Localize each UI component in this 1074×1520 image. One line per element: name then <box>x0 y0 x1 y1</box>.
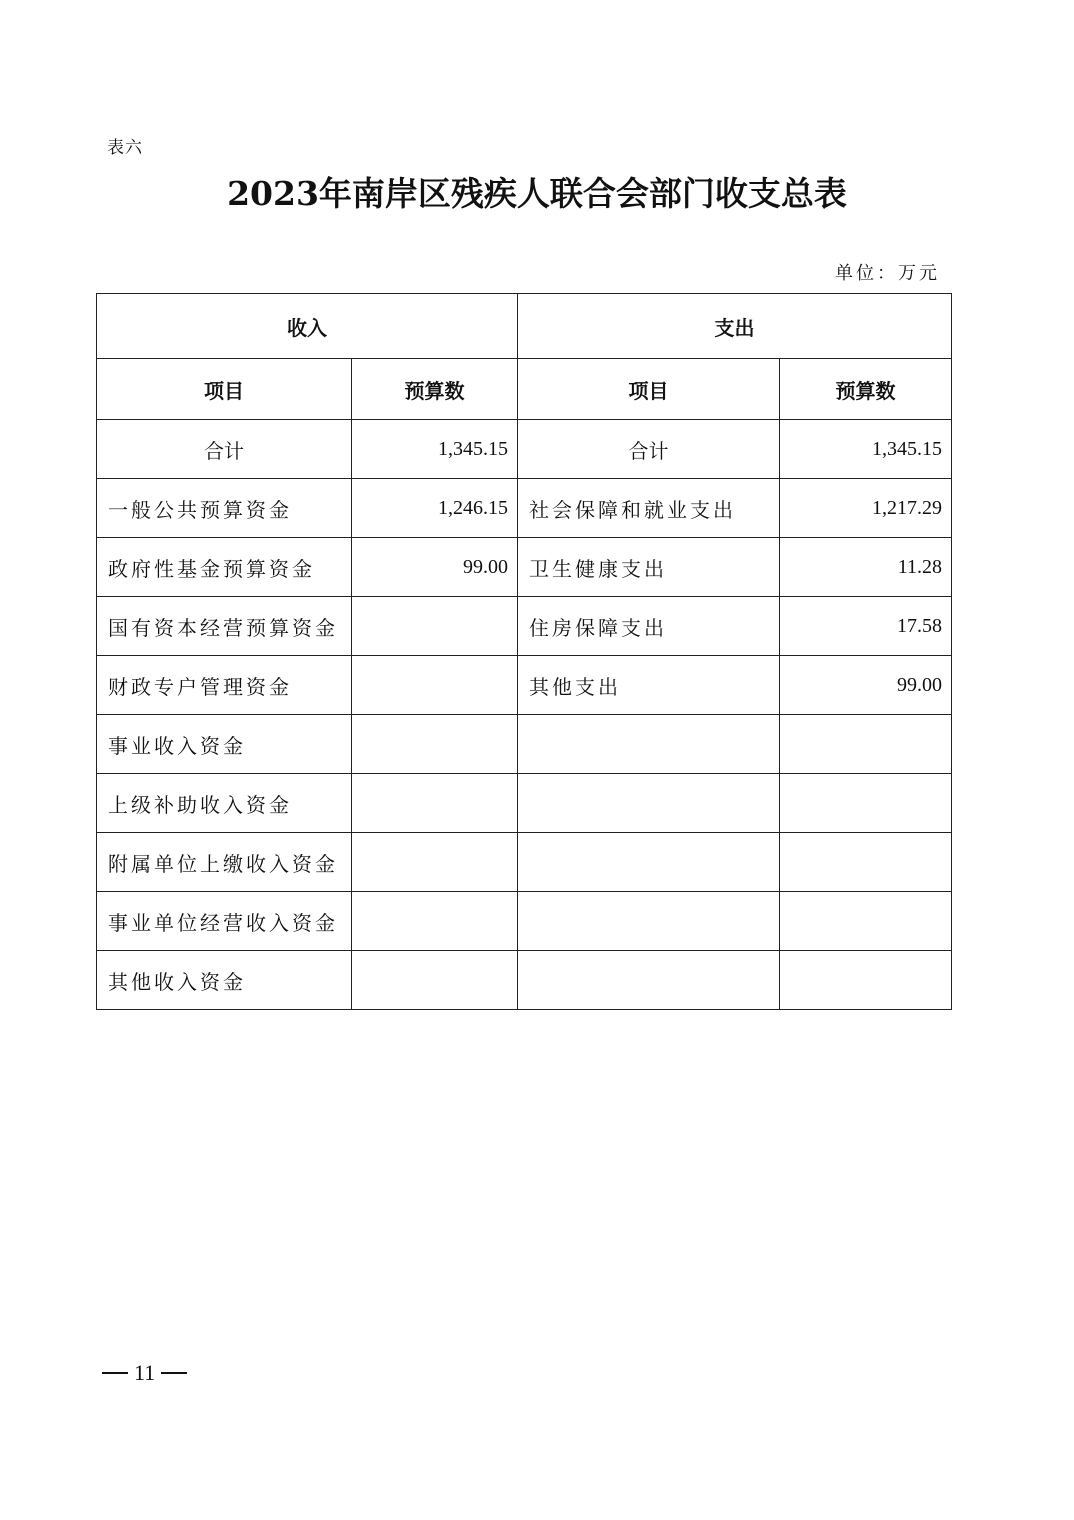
total-row <box>97 420 952 479</box>
table-row <box>97 892 952 951</box>
expense-item: 卫生健康支出 <box>518 538 780 597</box>
income-value <box>352 951 518 1010</box>
expense-budget-header: 预算数 <box>780 359 952 420</box>
page-number <box>96 1360 193 1386</box>
income-value: 99.00 <box>352 538 518 597</box>
expense-item <box>518 833 780 892</box>
expense-value: 17.58 <box>780 597 952 656</box>
income-value <box>352 597 518 656</box>
income-item: 事业收入资金 <box>97 715 352 774</box>
expense-value: 1,217.29 <box>780 479 952 538</box>
income-item: 其他收入资金 <box>97 951 352 1010</box>
expense-total-label: 合计 <box>518 420 780 479</box>
expense-item: 社会保障和就业支出 <box>518 479 780 538</box>
budget-table <box>96 293 952 1010</box>
expense-value: 99.00 <box>780 656 952 715</box>
table-row <box>97 656 952 715</box>
table-row <box>97 951 952 1010</box>
income-item: 一般公共预算资金 <box>97 479 352 538</box>
expense-item <box>518 951 780 1010</box>
expense-value <box>780 774 952 833</box>
income-value <box>352 892 518 951</box>
income-value <box>352 656 518 715</box>
table-row <box>97 597 952 656</box>
table-row <box>97 833 952 892</box>
page-number-value: 11 <box>134 1360 156 1385</box>
expense-item <box>518 892 780 951</box>
income-item: 国有资本经营预算资金 <box>97 597 352 656</box>
income-item: 上级补助收入资金 <box>97 774 352 833</box>
income-item-header: 项目 <box>97 359 352 420</box>
expense-section-header: 支出 <box>518 294 952 359</box>
income-item: 附属单位上缴收入资金 <box>97 833 352 892</box>
expense-value <box>780 715 952 774</box>
income-item: 政府性基金预算资金 <box>97 538 352 597</box>
page-number-dash-left <box>102 1372 128 1374</box>
page-title: 2023年南岸区残疾人联合会部门收支总表 <box>227 174 847 213</box>
section-header-row <box>97 294 952 359</box>
table-row <box>97 538 952 597</box>
income-value <box>352 715 518 774</box>
table-label: 表六 <box>107 138 143 158</box>
page-number-dash-right <box>161 1372 187 1374</box>
table-row <box>97 479 952 538</box>
table-row <box>97 715 952 774</box>
income-item: 财政专户管理资金 <box>97 656 352 715</box>
unit-label: 单位：万元 <box>835 263 940 284</box>
column-header-row <box>97 359 952 420</box>
expense-value <box>780 833 952 892</box>
income-value <box>352 774 518 833</box>
expense-value: 11.28 <box>780 538 952 597</box>
expense-total-value: 1,345.15 <box>780 420 952 479</box>
expense-value <box>780 951 952 1010</box>
income-value <box>352 833 518 892</box>
income-total-value: 1,345.15 <box>352 420 518 479</box>
table-row <box>97 774 952 833</box>
income-value: 1,246.15 <box>352 479 518 538</box>
expense-item: 住房保障支出 <box>518 597 780 656</box>
expense-item <box>518 715 780 774</box>
expense-value <box>780 892 952 951</box>
income-budget-header: 预算数 <box>352 359 518 420</box>
expense-item <box>518 774 780 833</box>
expense-item: 其他支出 <box>518 656 780 715</box>
expense-item-header: 项目 <box>518 359 780 420</box>
income-total-label: 合计 <box>97 420 352 479</box>
income-section-header: 收入 <box>97 294 518 359</box>
income-item: 事业单位经营收入资金 <box>97 892 352 951</box>
